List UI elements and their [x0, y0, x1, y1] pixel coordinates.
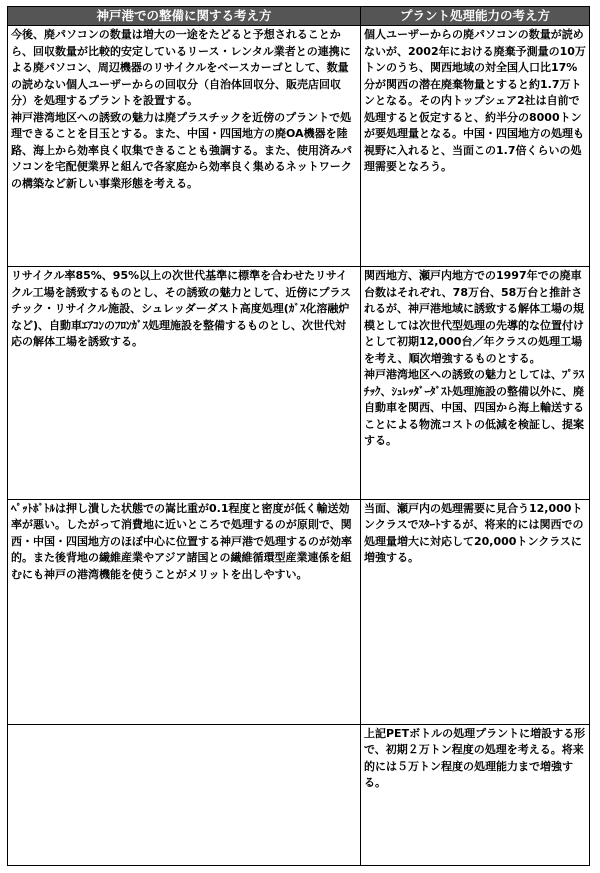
header-row	[8, 7, 590, 26]
policy-table	[7, 6, 590, 866]
row2-left-cell: リサイクル率85%、95%以上の次世代基準に標準を合わせたリサイクル工場を誘致するものとし、その誘致の魅力として、近傍にプラスチック・リサイクル施設、シュレッダーダスト高度処理(ｶﾞｽ化溶融炉など)、自動車ｴｱｺﾝのﾌﾛﾝｶﾞｽ処理施設を整備するものとし、次世代対応の解体工場を誘致する。	[8, 267, 361, 500]
row3-right-cell: 当面、瀬戸内の処理需要に見合う12,000トンクラスでｽﾀｰﾄするが、将来的には関西での処理量増大に対応して20,000トンクラスに増強する。	[361, 499, 590, 724]
row1-right-cell: 個人ユーザーからの廃パソコンの数量が読めないが、2002年における廃棄予測量の10万トンのうち、関西地域の対全国人口比17%分が関西の潜在廃棄物量とすると約1.7万トンとなる。その内トップシェア2社は自前で処理すると仮定すると、約半分の8000トンが要処理量となる。中国・四国地方の処理も視野に入れると、当面この1.7倍くらいの処理需要となろう。	[361, 26, 590, 267]
row3-left-cell: ﾍﾟｯﾄﾎﾞﾄﾙは押し潰した状態での嵩比重が0.1程度と密度が低く輸送効率が悪い。したがって消費地に近いところで処理するのが原則で、関西・中国・四国地方のほぼ中心に位置する神戸港で処理するのが効率的。また後背地の繊維産業やアジア諸国との繊維循環型産業連係を組むにも神戸の港湾機能を使うことがメリットを出しやすい。	[8, 499, 361, 724]
table-row	[8, 499, 590, 724]
header-right: プラント処理能力の考え方	[361, 7, 590, 26]
table-row	[8, 724, 590, 865]
row2-right-cell: 関西地方、瀬戸内地方での1997年での廃車台数はそれぞれ、78万台、58万台と推計されるが、神戸港地域に誘致する解体工場の規模としては次世代型処理の先導的な位置付けとして初期12,000台／年クラスの処理工場を考え、順次増強するものとする。 神戸港湾地区への誘致の魅力としては、ﾌﾟﾗｽﾁｯｸ、ｼｭﾚｯﾀﾞｰﾀﾞｽﾄ処理施設の整備以外に、廃自動車を関西、中国、四国から海上輸送することによる物流コストの低減を検証し、提案する。	[361, 267, 590, 500]
row4-right-cell: 上記PETボトルの処理プラントに増設する形で、初期２万トン程度の処理を考える。将来的には５万トン程度の処理能力まで増強する。	[361, 724, 590, 865]
table-row	[8, 26, 590, 267]
header-left: 神戸港での整備に関する考え方	[8, 7, 361, 26]
table-row	[8, 267, 590, 500]
row1-left-cell: 今後、廃パソコンの数量は増大の一途をたどると予想されることから、回収数量が比較的安定しているリース・レンタル業者との連携による廃パソコン、周辺機器のリサイクルをベースカーゴとして、数量の読めない個人ユーザーからの回収分（自治体回収分、販売店回収分）を処理するプラントを設置する。 神戸港湾地区への誘致の魅力は廃プラスチックを近傍のプラントで処理できることを目玉とする。また、中国・四国地方の廃OA機器を陸路、海上から効率良く収集できることも強調する。また、使用済みパソコンを宅配便業界と組んで各家庭から効率良く集めるネットワークの構築など新しい事業形態を考える。	[8, 26, 361, 267]
row4-left-cell	[8, 724, 361, 865]
